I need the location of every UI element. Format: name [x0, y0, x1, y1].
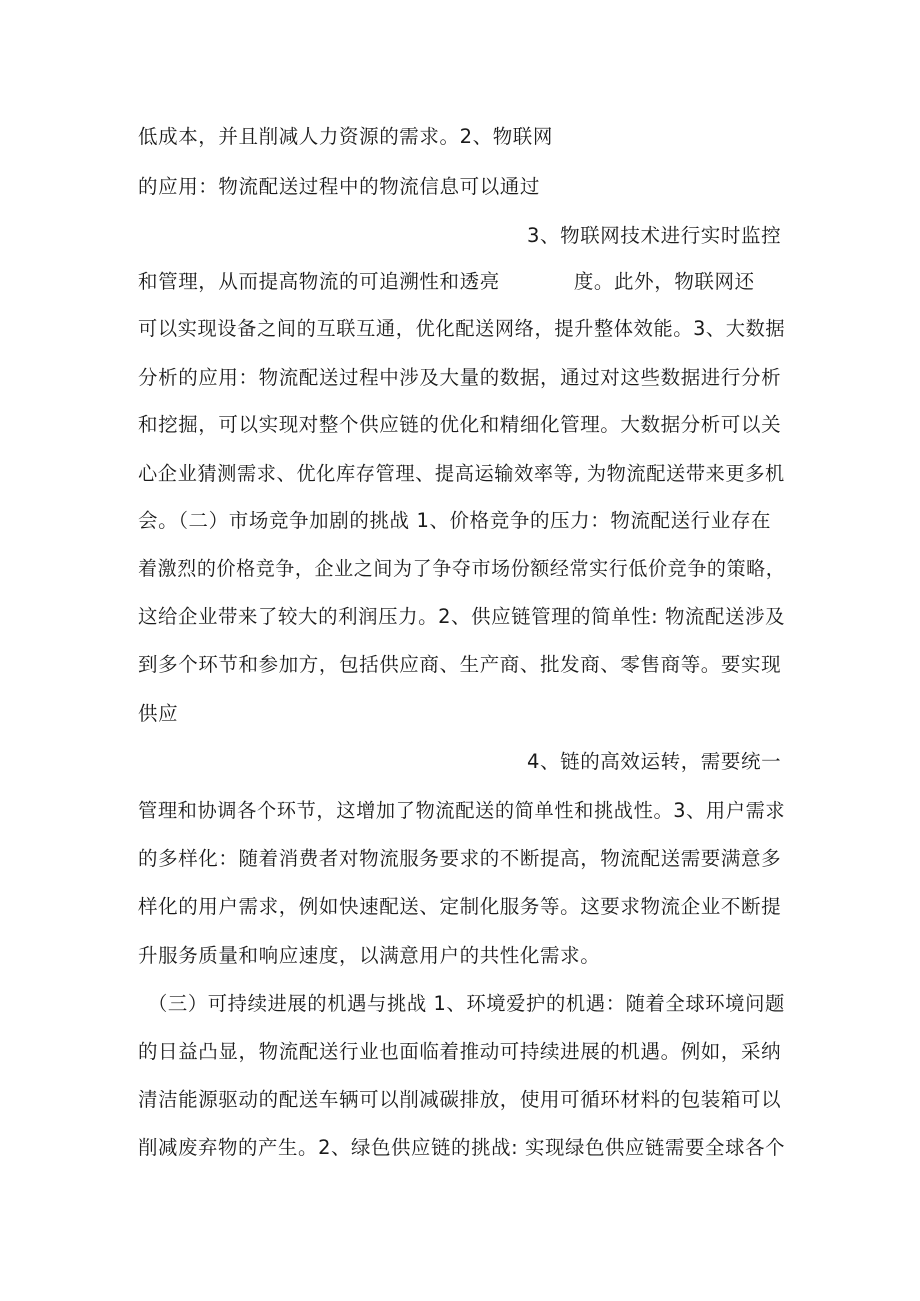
text-line: 供应: [138, 702, 179, 725]
text-line: 清洁能源驱动的配送车辆可以削减碳排放，使用可循环材料的包装箱可以: [138, 1088, 782, 1111]
text-line: 这给企业带来了较大的利润压力。2、供应链管理的简单性: 物流配送涉及: [138, 605, 786, 628]
text-line: 的多样化：随着消费者对物流服务要求的不断提高，物流配送需要满意多: [138, 847, 782, 870]
text-line: （三）可持续进展的机遇与挑战 1、环境爱护的机遇：随着全球环境问题: [148, 992, 785, 1015]
text-line: 3、物联网技术进行实时监控: [527, 224, 782, 247]
text-line: 的应用：物流配送过程中的物流信息可以通过: [138, 175, 541, 198]
text-segment: 度。此外，物联网还: [573, 270, 755, 293]
text-line: 削减废弃物的产生。2、绿色供应链的挑战: 实现绿色供应链需要全球各个: [138, 1136, 786, 1159]
text-line: 可以实现设备之间的互联互通，优化配送网络，提升整体效能。3、大数据: [138, 317, 786, 340]
text-segment: 和管理，从而提高物流的可追溯性和透亮: [138, 270, 500, 293]
text-line: 低成本，并且削减人力资源的需求。2、物联网: [138, 125, 554, 148]
text-line: 着激烈的价格竞争，企业之间为了争夺市场份额经常实行低价竞争的策略，: [138, 557, 786, 580]
text-line: 4、链的高效运转，需要统一: [527, 750, 782, 773]
text-line: 心企业猜测需求、优化库存管理、提高运输效率等, 为物流配送带来更多机: [138, 462, 785, 485]
text-line: 到多个环节和参加方，包括供应商、生产商、批发商、零售商等。要实现: [138, 653, 782, 676]
text-line: 会。（二）市场竞争加剧的挑战 1、价格竞争的压力：物流配送行业存在: [138, 509, 772, 532]
text-line: 管理和协调各个环节，这增加了物流配送的简单性和挑战性。3、用户需求: [138, 799, 786, 822]
text-line: 分析的应用：物流配送过程中涉及大量的数据，通过对这些数据进行分析: [138, 366, 782, 389]
text-line: 和挖掘，可以实现对整个供应链的优化和精细化管理。大数据分析可以关: [138, 413, 782, 436]
text-line-split: [138, 266, 755, 298]
text-line: 的日益凸显，物流配送行业也面临着推动可持续进展的机遇。例如，采纳: [138, 1040, 782, 1063]
text-line: 样化的用户需求，例如快速配送、定制化服务等。这要求物流企业不断提: [138, 895, 782, 918]
text-line: 升服务质量和响应速度，以满意用户的共性化需求。: [138, 944, 601, 967]
